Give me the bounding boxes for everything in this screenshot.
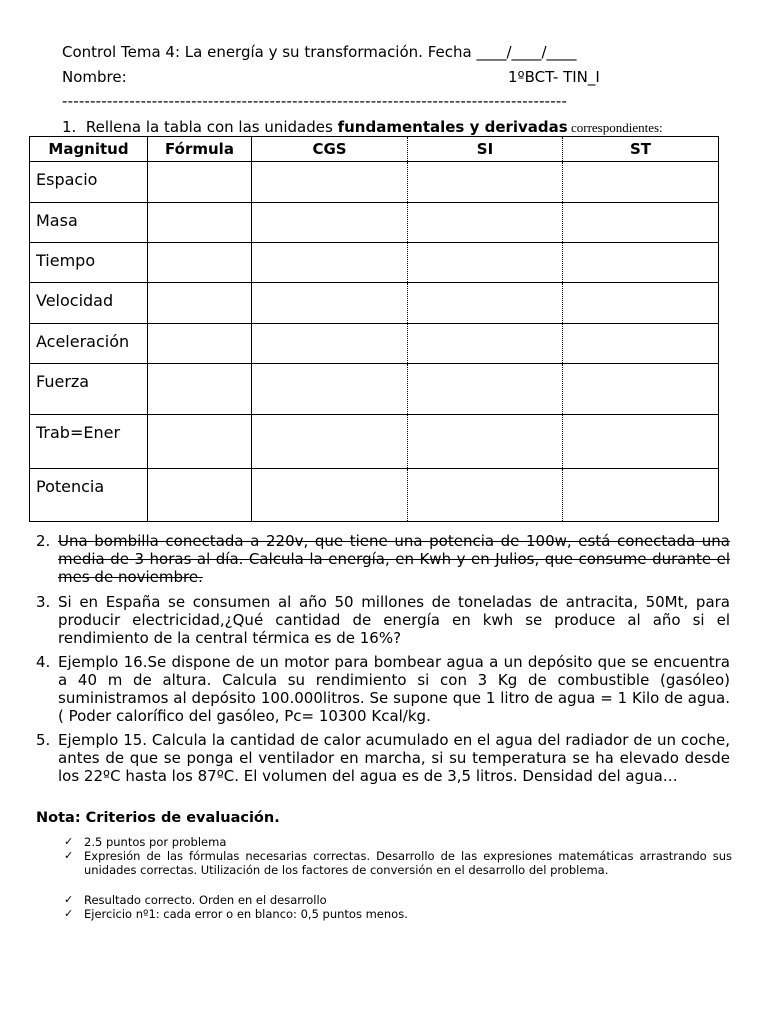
check-icon: ✓ (64, 893, 74, 906)
header-magnitud: Magnitud (30, 137, 148, 162)
cell-si[interactable] (408, 283, 563, 324)
criteria-item (64, 893, 732, 907)
cell-formula[interactable] (148, 203, 252, 243)
cell-cgs[interactable] (252, 203, 408, 243)
cell-formula[interactable] (148, 243, 252, 283)
cell-st[interactable] (563, 469, 719, 522)
check-icon: ✓ (64, 907, 74, 920)
exam-title: Control Tema 4: La energía y su transformación. Fecha ____/____/____ (62, 43, 577, 61)
cell-formula[interactable] (148, 324, 252, 364)
problem-5-text: Ejemplo 15. Calcula la cantidad de calor acumulado en el agua del radiador de un coche, antes de que se ponga el ventilador en marcha, si su temperatura se ha elevado desde los 22ºC hasta los 87ºC. El volumen del agua es de 3,5 litros. Densidad del agua… (58, 731, 730, 785)
check-icon: ✓ (64, 849, 74, 862)
cell-cgs[interactable] (252, 469, 408, 522)
units-table (29, 136, 719, 522)
cell-st[interactable] (563, 162, 719, 203)
table-row (30, 415, 719, 469)
problem-3-text: Si en España se consumen al año 50 millones de toneladas de antracita, 50Mt, para producir electricidad,¿Qué cantidad de energía en kwh se produce al año si el rendimiento de la central térmica es de 16%? (58, 593, 730, 647)
cell-si[interactable] (408, 364, 563, 415)
header-st: ST (563, 137, 719, 162)
criteria-text: Expresión de las fórmulas necesarias correctas. Desarrollo de las expresiones matemáticas arrastrando sus unidades correctas. Utilización de los factores de conversión en el desarrollo del problema. (84, 849, 732, 877)
cell-cgs[interactable] (252, 283, 408, 324)
problem-5 (36, 731, 730, 785)
question-1-number: 1. (62, 118, 77, 136)
cell-st[interactable] (563, 415, 719, 469)
criteria-text: 2.5 puntos por problema (84, 835, 227, 849)
table-header-row (30, 137, 719, 162)
cell-formula[interactable] (148, 162, 252, 203)
header-divider: ------------------------------------------------------------------------------------------ (62, 92, 568, 110)
table-row (30, 469, 719, 522)
cell-formula[interactable] (148, 469, 252, 522)
header-si: SI (408, 137, 563, 162)
criteria-text: Ejercicio nº1: cada error o en blanco: 0,5 puntos menos. (84, 907, 408, 921)
problem-4-number: 4. (36, 653, 51, 671)
cell-st[interactable] (563, 243, 719, 283)
check-icon: ✓ (64, 835, 74, 848)
criteria-item (64, 835, 732, 849)
header-cgs: CGS (252, 137, 408, 162)
row-magnitud: Trab=Ener (30, 415, 148, 469)
question-1 (62, 118, 663, 136)
row-magnitud: Tiempo (30, 243, 148, 283)
problem-5-number: 5. (36, 731, 51, 749)
cell-si[interactable] (408, 324, 563, 364)
problem-2-text: Una bombilla conectada a 220v, que tiene una potencia de 100w, está conectada una media de 3 horas al día. Calcula la energía, en Kwh y en Julios, que consume durante el mes de noviembre. (58, 532, 730, 586)
cell-si[interactable] (408, 162, 563, 203)
cell-cgs[interactable] (252, 324, 408, 364)
cell-st[interactable] (563, 324, 719, 364)
criteria-item (64, 849, 732, 877)
row-magnitud: Velocidad (30, 283, 148, 324)
question-1-text: Rellena la tabla con las unidades (85, 118, 338, 136)
cell-formula[interactable] (148, 364, 252, 415)
cell-si[interactable] (408, 203, 563, 243)
name-label: Nombre: (62, 68, 127, 86)
nota-title: Nota: Criterios de evaluación. (36, 810, 280, 826)
problem-2-number: 2. (36, 532, 51, 550)
cell-cgs[interactable] (252, 415, 408, 469)
table-row (30, 243, 719, 283)
cell-si[interactable] (408, 469, 563, 522)
cell-cgs[interactable] (252, 162, 408, 203)
table-row (30, 364, 719, 415)
problem-4-text: Ejemplo 16.Se dispone de un motor para bombear agua a un depósito que se encuentra a 40 m de altura. Calcula su rendimiento si con 3 Kg de combustible (gasóleo) suministramos al depósito 100.000litros. Se supone que 1 litro de agua = 1 Kilo de agua. ( Poder calorífico del gasóleo, Pc= 10300 Kcal/kg. (58, 653, 730, 725)
problem-4 (36, 653, 730, 725)
cell-formula[interactable] (148, 415, 252, 469)
row-magnitud: Potencia (30, 469, 148, 522)
criteria-item (64, 907, 732, 921)
cell-st[interactable] (563, 203, 719, 243)
criteria-text: Resultado correcto. Orden en el desarrollo (84, 893, 327, 907)
row-magnitud: Espacio (30, 162, 148, 203)
row-magnitud: Masa (30, 203, 148, 243)
cell-formula[interactable] (148, 283, 252, 324)
problem-3-number: 3. (36, 593, 51, 611)
cell-cgs[interactable] (252, 364, 408, 415)
problem-3 (36, 593, 730, 647)
header-formula: Fórmula (148, 137, 252, 162)
table-row (30, 203, 719, 243)
cell-si[interactable] (408, 243, 563, 283)
cell-cgs[interactable] (252, 243, 408, 283)
course-label: 1ºBCT- TIN_I (508, 68, 600, 86)
cell-st[interactable] (563, 283, 719, 324)
table-row (30, 162, 719, 203)
problem-2 (36, 532, 730, 586)
question-1-end: correspondientes: (567, 120, 663, 135)
table-row (30, 283, 719, 324)
row-magnitud: Fuerza (30, 364, 148, 415)
cell-si[interactable] (408, 415, 563, 469)
row-magnitud: Aceleración (30, 324, 148, 364)
cell-st[interactable] (563, 364, 719, 415)
question-1-bold: fundamentales y derivadas (337, 118, 568, 136)
table-row (30, 324, 719, 364)
